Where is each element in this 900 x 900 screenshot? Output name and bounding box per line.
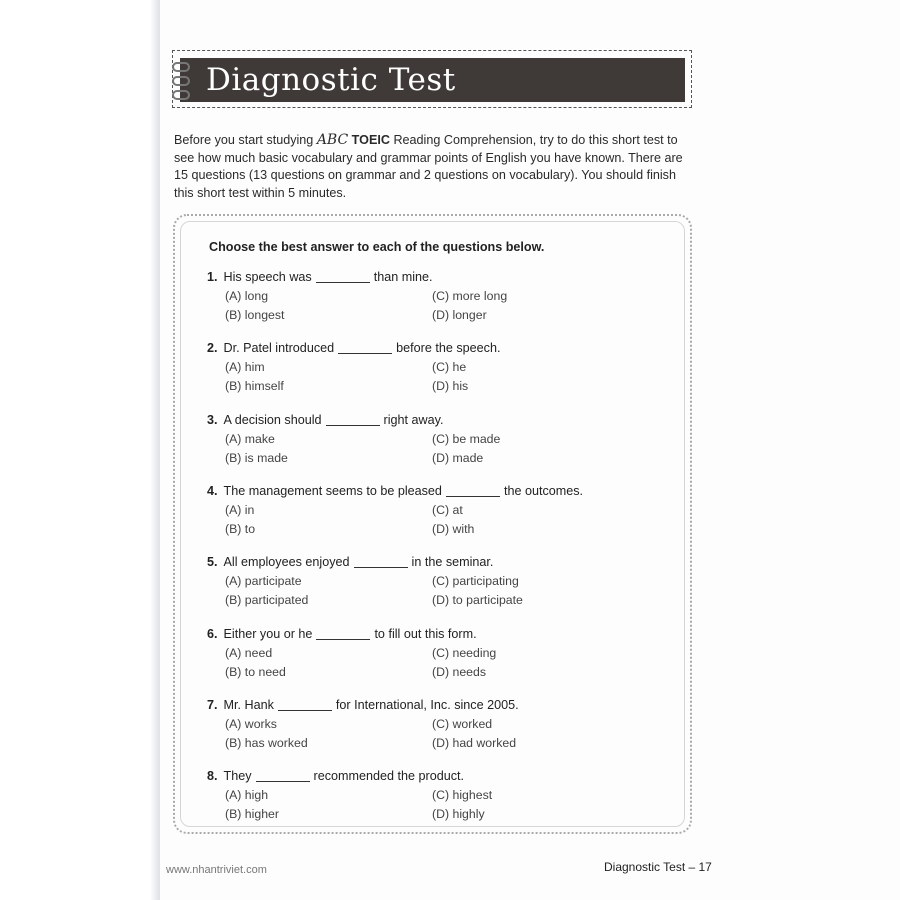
intro-brand-toeic: TOEIC xyxy=(348,133,390,147)
answer-options xyxy=(207,503,667,543)
question-number: 3. xyxy=(207,413,218,427)
binder-ring-icon xyxy=(172,62,190,72)
answer-blank xyxy=(338,343,392,354)
option-d[interactable]: (D) had worked xyxy=(432,736,517,750)
option-a[interactable]: (A) need xyxy=(225,646,273,660)
binder-ring-icon xyxy=(172,76,190,86)
option-b[interactable]: (B) higher xyxy=(225,807,279,821)
option-d[interactable]: (D) made xyxy=(432,451,484,465)
intro-brand-abc: ABC xyxy=(316,132,349,148)
option-b[interactable]: (B) participated xyxy=(225,593,309,607)
option-c[interactable]: (C) he xyxy=(432,360,467,374)
option-d[interactable]: (D) with xyxy=(432,522,475,536)
question-stem xyxy=(207,411,667,429)
question-stem xyxy=(207,553,667,571)
option-a[interactable]: (A) make xyxy=(225,432,275,446)
answer-blank xyxy=(316,629,370,640)
question-text-pre: They xyxy=(223,769,252,783)
question-text-pre: Either you or he xyxy=(223,627,313,641)
answer-options xyxy=(207,574,667,614)
option-b[interactable]: (B) to need xyxy=(225,665,286,679)
answer-blank xyxy=(446,486,500,497)
answer-options xyxy=(207,717,667,757)
option-d[interactable]: (D) longer xyxy=(432,308,487,322)
option-c[interactable]: (C) participating xyxy=(432,574,519,588)
question-item xyxy=(207,767,667,828)
question-stem xyxy=(207,482,667,500)
question-number: 1. xyxy=(207,270,218,284)
book-binding xyxy=(0,0,160,900)
option-d[interactable]: (D) his xyxy=(432,379,469,393)
question-text-post: right away. xyxy=(383,413,444,427)
option-a[interactable]: (A) in xyxy=(225,503,255,517)
option-c[interactable]: (C) highest xyxy=(432,788,493,802)
question-text-post: to fill out this form. xyxy=(374,627,477,641)
question-text-post: for International, Inc. since 2005. xyxy=(335,698,519,712)
answer-blank xyxy=(326,415,380,426)
answer-blank xyxy=(316,272,370,283)
question-number: 4. xyxy=(207,484,218,498)
option-c[interactable]: (C) be made xyxy=(432,432,501,446)
page-title: Diagnostic Test xyxy=(206,62,456,98)
question-number: 6. xyxy=(207,627,218,641)
intro-text-before: Before you start studying xyxy=(174,133,317,147)
question-text-post: recommended the product. xyxy=(313,769,465,783)
question-stem xyxy=(207,767,667,785)
option-d[interactable]: (D) to participate xyxy=(432,593,523,607)
question-number: 5. xyxy=(207,555,218,569)
option-a[interactable]: (A) long xyxy=(225,289,269,303)
option-a[interactable]: (A) participate xyxy=(225,574,302,588)
question-item xyxy=(207,411,667,472)
answer-options xyxy=(207,646,667,686)
question-text-pre: The management seems to be pleased xyxy=(223,484,442,498)
option-b[interactable]: (B) is made xyxy=(225,451,288,465)
option-b[interactable]: (B) longest xyxy=(225,308,285,322)
binder-ring-icon xyxy=(172,90,190,100)
question-item xyxy=(207,625,667,686)
option-d[interactable]: (D) highly xyxy=(432,807,485,821)
option-d[interactable]: (D) needs xyxy=(432,665,486,679)
option-b[interactable]: (B) himself xyxy=(225,379,284,393)
answer-options xyxy=(207,289,667,329)
question-text-pre: His speech was xyxy=(223,270,312,284)
question-text-post: than mine. xyxy=(373,270,433,284)
question-text-post: before the speech. xyxy=(396,341,501,355)
option-b[interactable]: (B) has worked xyxy=(225,736,308,750)
footer-website: www.nhantriviet.com xyxy=(166,864,267,876)
intro-text-after: Reading Comprehension, try to do this short test to see how much basic vocabulary and grammar points of English you have known. There are 15 questions (13 questions on grammar and 2 questions on vocabulary). You should finish this short test within 5 minutes. xyxy=(174,133,683,200)
question-stem xyxy=(207,268,667,286)
answer-options xyxy=(207,360,667,400)
option-a[interactable]: (A) high xyxy=(225,788,269,802)
option-c[interactable]: (C) needing xyxy=(432,646,497,660)
answer-blank xyxy=(278,700,332,711)
question-text-pre: A decision should xyxy=(223,413,322,427)
question-number: 2. xyxy=(207,341,218,355)
header-banner xyxy=(180,58,685,102)
question-stem xyxy=(207,696,667,714)
question-item xyxy=(207,696,667,757)
question-item xyxy=(207,339,667,400)
option-a[interactable]: (A) him xyxy=(225,360,265,374)
instruction-text: Choose the best answer to each of the questions below. xyxy=(209,240,545,254)
option-c[interactable]: (C) more long xyxy=(432,289,508,303)
answer-blank xyxy=(256,771,310,782)
answer-options xyxy=(207,432,667,472)
footer-page-label: Diagnostic Test – 17 xyxy=(604,860,712,874)
question-number: 7. xyxy=(207,698,218,712)
question-item xyxy=(207,268,667,329)
intro-paragraph xyxy=(174,132,694,202)
question-text-post: the outcomes. xyxy=(503,484,584,498)
question-text-pre: All employees enjoyed xyxy=(223,555,350,569)
question-text-post: in the seminar. xyxy=(411,555,494,569)
question-item xyxy=(207,553,667,614)
answer-options xyxy=(207,788,667,828)
option-a[interactable]: (A) works xyxy=(225,717,277,731)
question-stem xyxy=(207,625,667,643)
option-b[interactable]: (B) to xyxy=(225,522,256,536)
question-item xyxy=(207,482,667,543)
answer-blank xyxy=(354,557,408,568)
option-c[interactable]: (C) worked xyxy=(432,717,493,731)
option-c[interactable]: (C) at xyxy=(432,503,463,517)
question-stem xyxy=(207,339,667,357)
question-text-pre: Mr. Hank xyxy=(223,698,274,712)
question-number: 8. xyxy=(207,769,218,783)
question-text-pre: Dr. Patel introduced xyxy=(223,341,335,355)
